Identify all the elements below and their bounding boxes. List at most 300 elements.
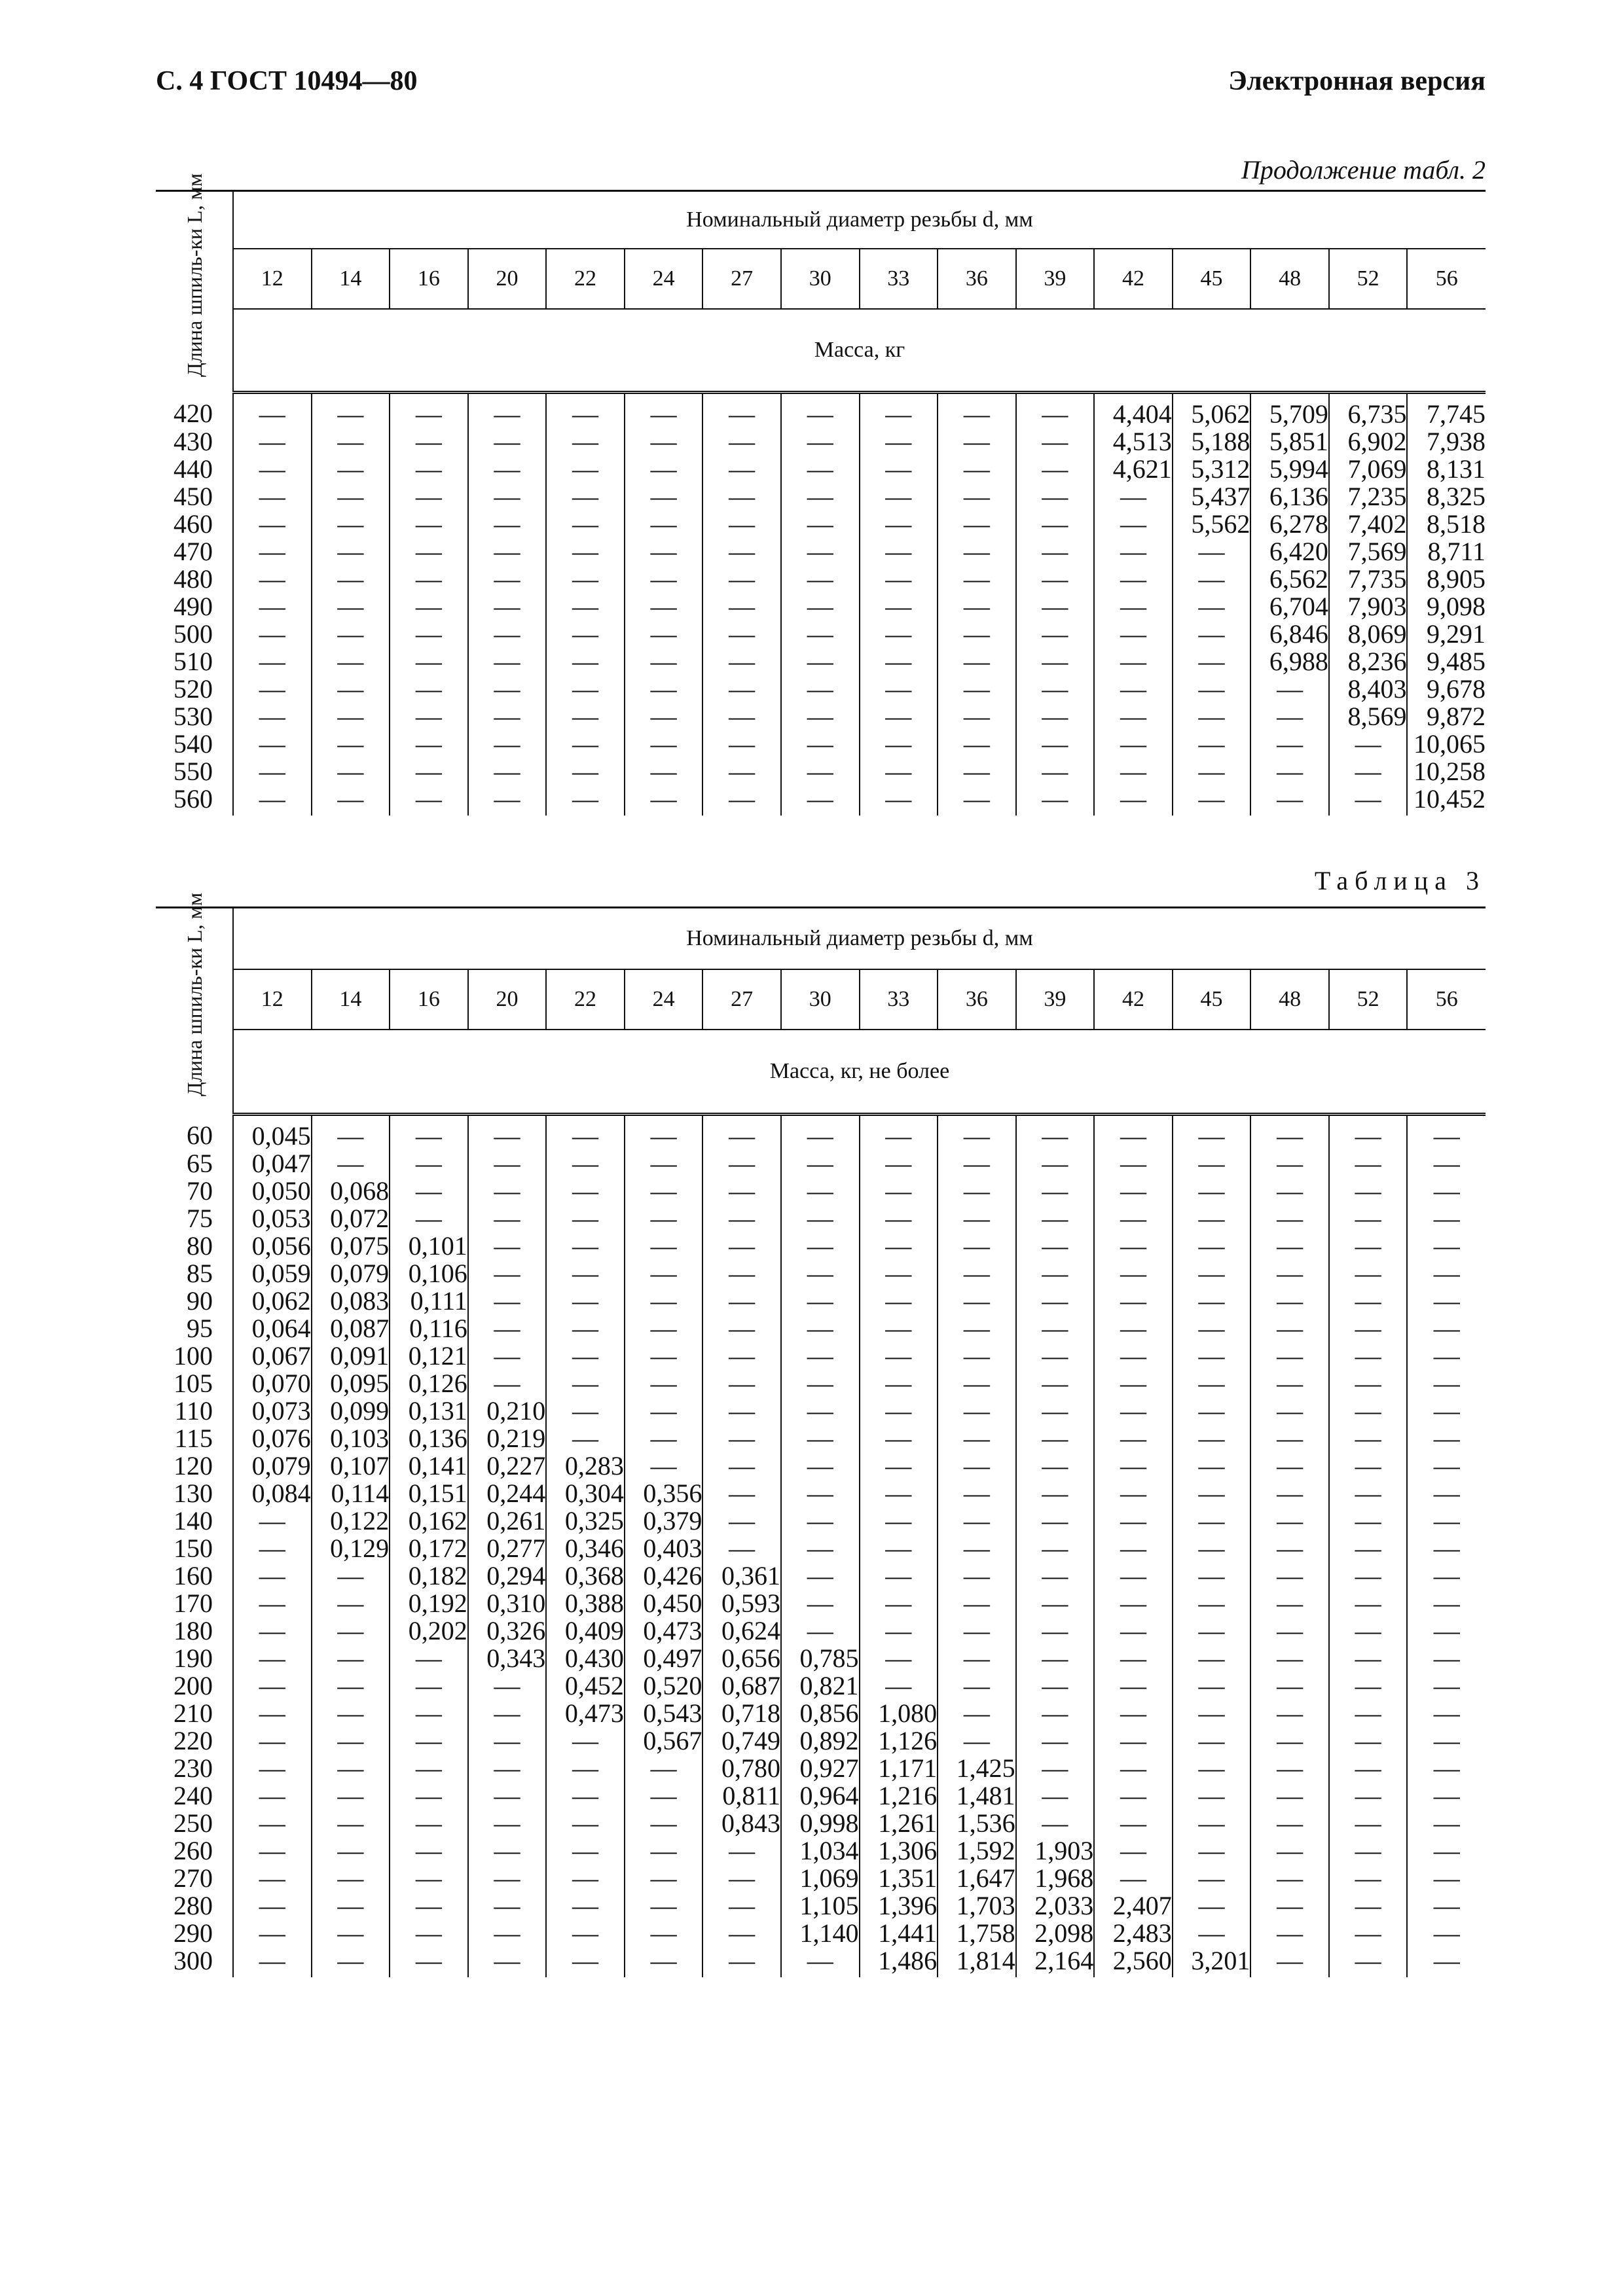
mass-cell: — [1250,1452,1329,1480]
mass-cell: — [702,1480,781,1507]
mass-cell: — [625,393,703,429]
mass-cell: 0,072 [312,1205,390,1232]
mass-cell: — [860,1205,938,1232]
mass-cell: — [1094,1177,1173,1205]
table2-continuation-label: Продолжение табл. 2 [1241,155,1486,185]
mass-cell: — [781,593,860,620]
mass-cell: — [312,428,390,456]
mass-cell: — [390,620,468,648]
mass-cell: — [1016,1425,1095,1452]
mass-cell: 8,131 [1427,454,1486,484]
mass-cell: — [781,1397,860,1425]
mass-cell: 5,188 [1173,428,1251,456]
table-row [156,1507,1486,1535]
mass-cell: — [468,1947,547,1977]
mass-cell: — [1016,730,1095,758]
mass-cell: — [1094,1315,1173,1342]
table-row [156,1480,1486,1507]
mass-cell: — [781,483,860,511]
mass-cell: — [781,428,860,456]
mass-cell: — [1016,703,1095,730]
diameter-header: 27 [702,969,781,1030]
mass-cell: — [702,428,781,456]
mass-cell: — [1094,1562,1173,1590]
mass-cell: — [233,1865,312,1892]
mass-cell: — [702,1397,781,1425]
mass-cell: — [1094,1700,1173,1727]
mass-cell: 1,396 [860,1892,938,1920]
mass-cell: 7,569 [1329,538,1408,565]
mass-cell: — [781,620,860,648]
mass-cell: — [1433,1534,1460,1563]
mass-cell: — [233,428,312,456]
table-row [156,1315,1486,1342]
mass-cell: — [390,1782,468,1810]
mass-cell: — [1094,730,1173,758]
mass-cell: — [390,675,468,703]
mass-cell: — [468,1370,547,1397]
diameter-header: 12 [233,249,312,309]
mass-cell: — [1173,1782,1251,1810]
length-cell: 130 [156,1480,233,1507]
length-cell: 105 [156,1370,233,1397]
mass-cell: 1,080 [860,1700,938,1727]
mass-cell: 0,294 [468,1562,547,1590]
mass-cell: — [1094,1837,1173,1865]
mass-cell: — [233,538,312,565]
mass-cell: 0,073 [233,1397,312,1425]
mass-cell: — [781,730,860,758]
mass-cell: — [1250,1645,1329,1672]
mass-cell: 0,151 [390,1480,468,1507]
mass-cell: — [1016,428,1095,456]
mass-cell: — [702,538,781,565]
mass-cell: — [781,1342,860,1370]
mass-cell: — [860,1535,938,1562]
table-row [156,1260,1486,1287]
mass-cell: — [1094,1535,1173,1562]
mass-cell: 0,202 [390,1617,468,1645]
mass-cell: — [233,565,312,593]
table3-title: Таблица 3 [1314,866,1486,895]
mass-label: Масса, кг [233,309,1486,393]
table-row [156,1535,1486,1562]
mass-cell: — [1329,1150,1408,1177]
mass-cell: — [390,1727,468,1755]
mass-cell: — [938,1480,1016,1507]
mass-cell: — [1250,1782,1329,1810]
mass-cell: — [1433,1259,1460,1288]
mass-cell: — [546,1260,625,1287]
mass-cell: — [1094,785,1173,816]
length-cell: 300 [156,1947,233,1977]
mass-cell: 0,172 [390,1535,468,1562]
mass-cell: — [1016,1150,1095,1177]
mass-cell: 6,988 [1250,648,1329,675]
mass-cell: — [1433,1231,1460,1261]
length-cell: 530 [156,703,233,730]
length-cell: 85 [156,1260,233,1287]
mass-cell: — [1329,1700,1408,1727]
length-cell: 110 [156,1397,233,1425]
mass-cell: — [312,675,390,703]
mass-cell: — [233,1810,312,1837]
mass-cell: — [233,393,312,429]
mass-cell: 1,351 [860,1865,938,1892]
mass-cell: — [468,1260,547,1287]
mass-cell: — [1173,1865,1251,1892]
diameter-header: 42 [1094,249,1173,309]
mass-cell: — [1173,703,1251,730]
mass-cell: — [468,1672,547,1700]
mass-cell: — [1094,1727,1173,1755]
mass-cell: — [312,1590,390,1617]
mass-cell: — [1016,1727,1095,1755]
mass-cell: — [938,1397,1016,1425]
mass-cell: — [233,620,312,648]
mass-cell: 0,843 [702,1810,781,1837]
mass-cell: — [938,593,1016,620]
mass-cell: — [1433,1479,1460,1508]
mass-cell: 0,114 [312,1480,390,1507]
mass-cell: — [390,730,468,758]
mass-cell: — [546,620,625,648]
mass-cell: 1,903 [1016,1837,1095,1865]
mass-cell: — [1250,1397,1329,1425]
mass-cell: — [860,565,938,593]
mass-cell: 1,140 [781,1920,860,1947]
mass-cell: — [702,1452,781,1480]
mass-cell: — [938,1260,1016,1287]
mass-cell: 5,709 [1250,393,1329,429]
length-cell: 520 [156,675,233,703]
mass-cell: — [702,593,781,620]
table-row [156,1947,1486,1977]
mass-cell: — [1433,1314,1460,1343]
diameter-header: 42 [1094,969,1173,1030]
mass-cell: — [860,1672,938,1700]
mass-cell: 0,141 [390,1452,468,1480]
table-row [156,1590,1486,1617]
mass-cell: — [1329,1535,1408,1562]
mass-cell: — [1433,1781,1460,1810]
mass-cell: — [1250,1342,1329,1370]
mass-cell: — [1094,1865,1173,1892]
mass-cell: — [390,1205,468,1232]
mass-cell: — [860,1452,938,1480]
mass-cell: — [546,538,625,565]
diameter-header: 14 [312,249,390,309]
mass-cell: 9,291 [1427,619,1486,649]
mass-cell: — [233,511,312,538]
mass-cell: — [233,1617,312,1645]
mass-cell: 0,126 [390,1370,468,1397]
mass-cell: — [938,1535,1016,1562]
mass-cell: 0,106 [390,1260,468,1287]
mass-cell: — [233,1782,312,1810]
mass-cell: 10,452 [1413,784,1486,814]
mass-cell: — [702,1287,781,1315]
mass-cell: — [1433,1396,1460,1426]
table-row [156,1700,1486,1727]
mass-cell: — [1016,785,1095,816]
mass-cell: — [702,730,781,758]
length-cell: 170 [156,1590,233,1617]
mass-cell: 1,647 [938,1865,1016,1892]
mass-cell: — [546,675,625,703]
table-row [156,428,1486,456]
diameter-header: 27 [702,249,781,309]
row-header-length: Длина шпиль-ки L, мм [156,191,233,393]
mass-cell: — [1016,675,1095,703]
mass-cell: — [312,1837,390,1865]
mass-cell: — [625,1425,703,1452]
mass-cell: 1,306 [860,1837,938,1865]
mass-cell: 0,277 [468,1535,547,1562]
table-row [156,675,1486,703]
mass-cell: — [1329,1590,1408,1617]
page-header-left: С. 4 ГОСТ 10494—80 [156,66,418,96]
mass-cell: — [1250,1535,1329,1562]
mass-cell: — [390,703,468,730]
mass-cell: 0,111 [390,1287,468,1315]
mass-cell: — [1094,620,1173,648]
mass-cell: — [468,593,547,620]
length-cell: 180 [156,1617,233,1645]
length-cell: 190 [156,1645,233,1672]
mass-cell: — [1329,1342,1408,1370]
mass-cell: — [938,1177,1016,1205]
mass-cell: — [1329,1920,1408,1947]
mass-cell: — [781,538,860,565]
table-2 [156,173,1486,816]
mass-cell: — [546,428,625,456]
length-cell: 140 [156,1507,233,1535]
mass-cell: 10,258 [1413,757,1486,786]
mass-cell: — [625,648,703,675]
mass-cell: 0,136 [390,1425,468,1452]
mass-cell: — [781,456,860,483]
mass-cell: — [233,1837,312,1865]
diameter-header: 12 [233,969,312,1030]
mass-cell: — [938,1287,1016,1315]
mass-cell: 6,902 [1329,428,1408,456]
mass-label: Масса, кг, не более [233,1030,1486,1115]
mass-cell: — [860,1645,938,1672]
mass-cell: — [1016,1177,1095,1205]
mass-cell: 0,325 [546,1507,625,1535]
mass-cell: 0,283 [546,1452,625,1480]
mass-cell: — [546,1205,625,1232]
mass-cell: — [702,456,781,483]
mass-cell: — [233,456,312,483]
mass-cell: — [312,1727,390,1755]
mass-cell: 0,192 [390,1590,468,1617]
mass-cell: 7,903 [1329,593,1408,620]
length-cell: 60 [156,1115,233,1151]
mass-cell: — [1250,1755,1329,1782]
mass-cell: — [546,1177,625,1205]
mass-cell: — [1173,1452,1251,1480]
mass-cell: — [546,785,625,816]
mass-cell: — [781,785,860,816]
mass-cell: — [860,1232,938,1260]
mass-cell: — [1094,675,1173,703]
mass-cell: — [1094,703,1173,730]
mass-cell: — [1094,1810,1173,1837]
mass-cell: — [1433,1176,1460,1206]
mass-cell: 0,053 [233,1205,312,1232]
mass-cell: — [860,538,938,565]
mass-cell: 0,064 [233,1315,312,1342]
diameter-header: 30 [781,249,860,309]
mass-cell: — [625,1370,703,1397]
table-row [156,1205,1486,1232]
mass-cell: 0,091 [312,1342,390,1370]
mass-cell: — [1250,703,1329,730]
mass-cell: — [468,1837,547,1865]
mass-cell: — [1173,1892,1251,1920]
mass-cell: 0,076 [233,1425,312,1452]
mass-cell: — [1173,1535,1251,1562]
mass-cell: — [781,1617,860,1645]
mass-cell: — [781,1452,860,1480]
mass-cell: 0,403 [625,1535,703,1562]
length-cell: 120 [156,1452,233,1480]
mass-cell: — [781,1480,860,1507]
mass-cell: 5,562 [1173,511,1251,538]
mass-cell: — [1250,675,1329,703]
mass-cell: — [1173,565,1251,593]
mass-cell: 6,420 [1250,538,1329,565]
mass-cell: 1,703 [938,1892,1016,1920]
mass-cell: — [1173,675,1251,703]
mass-cell: — [1329,1115,1408,1151]
mass-cell: — [702,620,781,648]
mass-cell: — [860,456,938,483]
mass-cell: 0,129 [312,1535,390,1562]
mass-cell: — [702,675,781,703]
mass-cell: 1,536 [938,1810,1016,1837]
mass-cell: — [312,620,390,648]
mass-cell: — [1016,1287,1095,1315]
mass-cell: — [1094,483,1173,511]
mass-cell: — [781,1150,860,1177]
table-row [156,1727,1486,1755]
mass-cell: — [1433,1506,1460,1535]
mass-cell: 0,361 [702,1562,781,1590]
mass-cell: — [1016,1452,1095,1480]
mass-cell: 0,068 [312,1177,390,1205]
mass-cell: 0,095 [312,1370,390,1397]
diameter-header: 39 [1016,969,1095,1030]
mass-cell: 8,325 [1427,482,1486,511]
mass-cell: — [938,565,1016,593]
mass-cell: — [546,1892,625,1920]
mass-cell: 0,593 [702,1590,781,1617]
mass-cell: 0,785 [781,1645,860,1672]
mass-cell: — [390,1865,468,1892]
mass-cell: 0,543 [625,1700,703,1727]
table-row [156,730,1486,758]
mass-cell: — [1433,1671,1460,1700]
mass-cell: — [1433,1149,1460,1178]
mass-cell: — [390,483,468,511]
mass-cell: — [1173,620,1251,648]
diameter-header: 24 [625,249,703,309]
mass-cell: — [860,1177,938,1205]
mass-cell: — [938,1370,1016,1397]
mass-cell: 0,346 [546,1535,625,1562]
mass-cell: — [625,1810,703,1837]
mass-cell: — [860,758,938,785]
diameter-header: 20 [468,249,547,309]
mass-cell: — [546,1342,625,1370]
length-cell: 460 [156,511,233,538]
mass-cell: — [1173,1232,1251,1260]
table-row [156,1892,1486,1920]
mass-cell: — [1250,1232,1329,1260]
mass-cell: — [233,1892,312,1920]
mass-cell: — [1250,1672,1329,1700]
mass-cell: 0,101 [390,1232,468,1260]
mass-cell: — [1016,1617,1095,1645]
mass-cell: — [1173,1480,1251,1507]
length-cell: 210 [156,1700,233,1727]
mass-cell: — [1433,1369,1460,1398]
mass-cell: — [390,1177,468,1205]
mass-cell: — [1173,1810,1251,1837]
mass-cell: 6,735 [1329,393,1408,429]
mass-cell: 7,069 [1329,456,1408,483]
table-row [156,1562,1486,1590]
mass-cell: — [1094,1480,1173,1507]
mass-cell: 0,099 [312,1397,390,1425]
mass-cell: — [312,593,390,620]
mass-cell: 1,486 [860,1947,938,1977]
mass-cell: — [1016,1672,1095,1700]
mass-cell: — [1094,1452,1173,1480]
mass-cell: — [1250,1617,1329,1645]
mass-cell: — [1173,1397,1251,1425]
mass-cell: 0,122 [312,1507,390,1535]
mass-cell: — [702,1535,781,1562]
mass-cell: — [1433,1643,1460,1673]
mass-cell: — [625,456,703,483]
mass-cell: — [1016,456,1095,483]
table-row [156,1755,1486,1782]
mass-cell: — [233,1645,312,1672]
mass-cell: — [1329,1645,1408,1672]
mass-cell: — [1173,758,1251,785]
mass-cell: — [1094,1617,1173,1645]
mass-cell: 0,430 [546,1645,625,1672]
diameter-header: 33 [860,249,938,309]
mass-cell: — [1329,1452,1408,1480]
length-cell: 220 [156,1727,233,1755]
mass-cell: 0,749 [702,1727,781,1755]
length-cell: 430 [156,428,233,456]
table-row [156,1645,1486,1672]
table-row [156,1837,1486,1865]
mass-cell: — [546,648,625,675]
mass-cell: — [625,730,703,758]
table-row [156,1782,1486,1810]
mass-cell: — [233,1727,312,1755]
mass-cell: — [702,1947,781,1977]
mass-cell: — [1250,1920,1329,1947]
mass-cell: 0,083 [312,1287,390,1315]
